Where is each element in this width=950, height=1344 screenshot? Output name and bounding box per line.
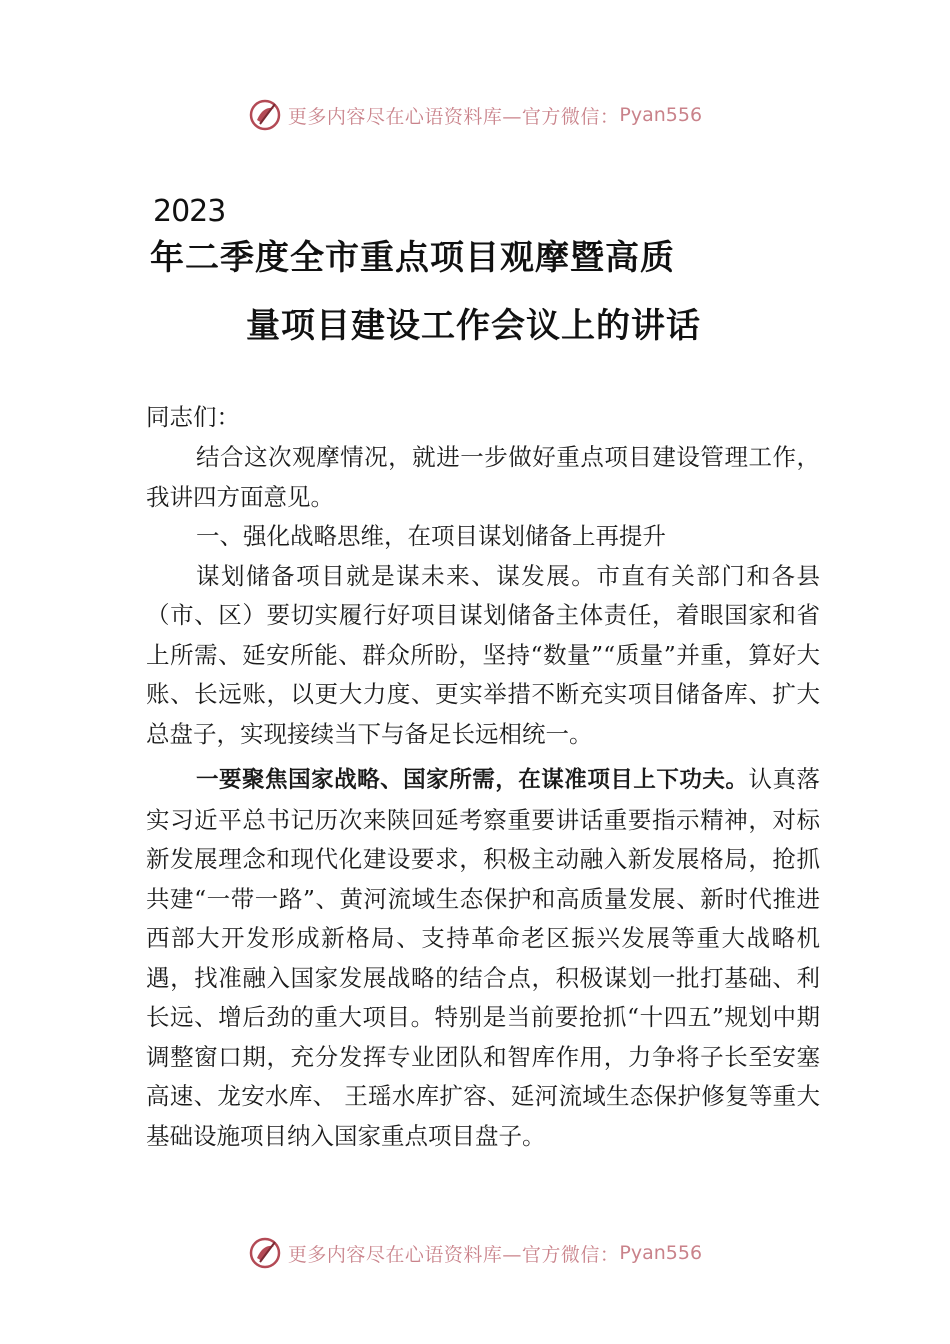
point-1-paragraph bbox=[146, 760, 820, 1156]
seal-logo-icon bbox=[248, 98, 282, 132]
section-1-paragraph: 谋划储备项目就是谋未来、谋发展。市直有关部门和各县（市、区）要切实履行好项目谋划储备主体责任，着眼国家和省上所需、延安所能、群众所盼，坚持“数量”“质量”并重，算好大账、长远账，以更大力度、更实举措不断充实项目储备库、扩大总盘子，实现接续当下与备足长远相统一。 bbox=[146, 561, 820, 748]
document-body bbox=[146, 438, 820, 1156]
watermark-wechat-id: Pyan556 bbox=[619, 104, 703, 126]
watermark-text: 更多内容尽在心语资料库—官方微信： bbox=[287, 105, 620, 128]
header-watermark bbox=[0, 95, 950, 135]
section-heading-1: 一、强化战略思维，在项目谋划储备上再提升 bbox=[196, 522, 666, 550]
seal-logo-icon bbox=[248, 1236, 282, 1270]
page-title-line-1: 年二季度全市重点项目观摩暨高质 bbox=[150, 238, 675, 278]
footer-watermark bbox=[0, 1233, 950, 1273]
watermark-wechat-id: Pyan556 bbox=[619, 1242, 703, 1264]
page-title-line-2: 量项目建设工作会议上的讲话 bbox=[246, 306, 701, 346]
intro-paragraph: 结合这次观摩情况，就进一步做好重点项目建设管理工作，我讲四方面意见。 bbox=[146, 443, 820, 511]
point-1-body: 认真落实习近平总书记历次来陕回延考察重要讲话重要指示精神，对标新发展理念和现代化建设要求，积极主动融入新发展格局，抢抓共建“一带一路”、黄河流域生态保护和高质量发展、新时代推进西部大开发形成新格局、支持革命老区振兴发展等重大战略机遇，找准融入国家发展战略的结合点，积极谋划一批打基础、利长远、增后劲的重大项目。特别是当前要抢抓“十四五”规划中期调整窗口期，充分发挥专业团队和智库作用，力争将子长至安塞高速、龙安水库、 王瑶水库扩容、延河流域生态保护修复等重大基础设施项目纳入国家重点项目盘子。 bbox=[146, 765, 820, 1150]
watermark-text: 更多内容尽在心语资料库—官方微信： bbox=[287, 1243, 620, 1266]
title-year: 2023 bbox=[153, 194, 226, 229]
salutation: 同志们： bbox=[146, 403, 240, 431]
point-1-lead: 一要聚焦国家战略、国家所需，在谋准项目上下功夫。 bbox=[196, 767, 749, 793]
